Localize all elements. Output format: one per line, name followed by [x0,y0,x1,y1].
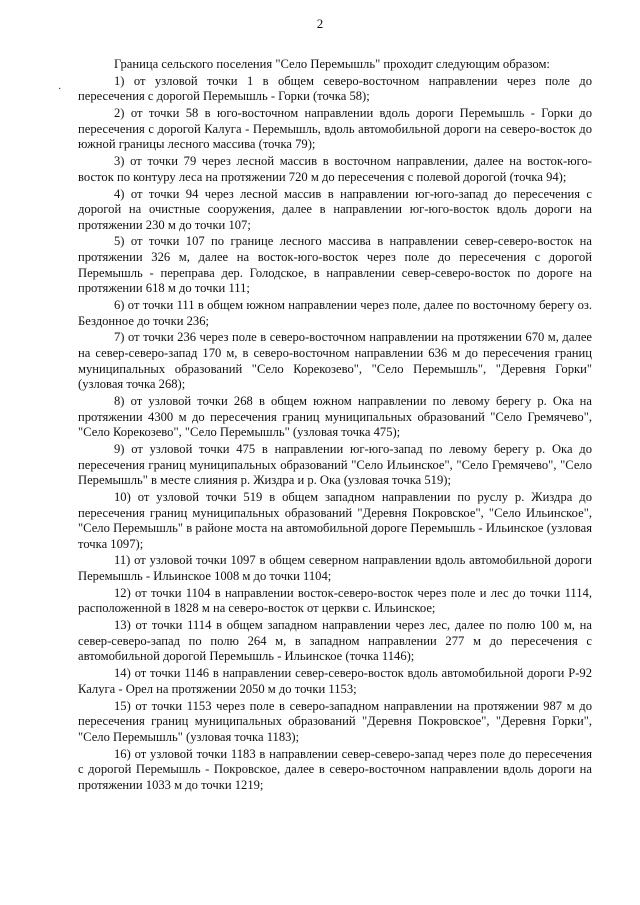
boundary-item: 2) от точки 58 в юго-восточном направлении вдоль дороги Перемышль - Горки до пересечения с дорогой Калуга - Перемышль, вдоль автомобильной дороги на северо-восток до южной границы лесного массива (точка 79); [78,106,592,152]
intro-paragraph: Граница сельского поселения "Село Перемышль" проходит следующим образом: [114,57,550,71]
boundary-item: 5) от точки 107 по границе лесного массива в направлении север-северо-восток на протяжении 326 м, далее на восток-юго-восток через поле до пересечения с дорогой Перемышль - переправа дер. Голодское, в направлении север-северо-восток по дороге на протяжении 618 м до точки 111; [78,234,592,296]
page-number: 2 [316,16,324,31]
boundary-item: 16) от узловой точки 1183 в направлении север-северо-запад через поле до пересечения с дорогой Перемышль - Покровское, далее в северо-восточном направлении вдоль дороги на протяжении 1033 м до точки 1219; [78,746,592,792]
boundary-item: 13) от точки 1114 в общем западном направлении через лес, далее по полю 100 м, на север-северо-запад по полю 264 м, в западном направлении 277 м до пересечения с автомобильной дорогой Перемышль - Ильинское (точка 1146); [78,618,592,664]
boundary-item: 12) от точки 1104 в направлении восток-северо-восток через поле и лес до точки 1114, расположенной в 1828 м на северо-восток от церкви с. Ильинское; [78,585,592,616]
boundary-item: 4) от точки 94 через лесной массив в направлении юг-юго-запад до пересечения с дорогой на очистные сооружения, далее в направлении юг-юго-восток вдоль дороги на протяжении 230 м до точки 107; [78,186,592,232]
boundary-item: 14) от точки 1146 в направлении север-северо-восток вдоль автомобильной дороги Р-92 Калуга - Орел на протяжении 2050 м до точки 1153; [78,666,592,696]
boundary-item: 1) от узловой точки 1 в общем северо-восточном направлении через поле до пересечения с дорогой Перемышль - Горки (точка 58); [78,73,592,104]
boundary-item: 11) от узловой точки 1097 в общем северном направлении вдоль автомобильной дороги Перемышль - Ильинское 1008 м до точки 1104; [78,553,592,584]
boundary-item: 15) от точки 1153 через поле в северо-западном направлении на протяжении 987 м до пересечения границ муниципальных образований "Деревня Покровское", "Деревня Горки", "Село Перемышль" (узловая точка 1183); [78,698,592,744]
boundary-item: 7) от точки 236 через поле в северо-восточном направлении на протяжении 670 м, далее на север-северо-запад 170 м, в северо-восточном направлении 636 м до пересечения границ муниципальных образований "Село Корекозево", "Село Перемышль", "Деревня Горки" (узловая точка 268); [78,330,592,392]
margin-mark: · [58,84,62,95]
boundary-item: 3) от точки 79 через лесной массив в восточном направлении, далее на восток-юго-восток по контуру леса на протяжении 720 м до пересечения с полевой дорогой (точка 94); [78,154,592,184]
document-body [78,57,592,795]
boundary-item: 6) от точки 111 в общем южном направлении через поле, далее по восточному берегу оз. Бездонное до точки 236; [78,298,592,328]
boundary-item: 8) от узловой точки 268 в общем южном направлении по левому берегу р. Ока на протяжении 4300 м до пересечения границ муниципальных образований "Село Гремячево", "Село Корекозево", "Село Перемышль" (узловая точка 475); [78,393,592,440]
boundary-item: 10) от узловой точки 519 в общем западном направлении по руслу р. Жиздра до пересечения границ муниципальных образований "Деревня Покровское", "Село Ильинское", "Село Перемышль" в районе моста на автомобильной дороге Перемышль - Ильинское (узловая точка 1097); [78,489,592,551]
boundary-item: 9) от узловой точки 475 в направлении юг-юго-запад по левому берегу р. Ока до пересечения границ муниципальных образований "Село Ильинское", "Село Гремячево", "Село Перемышль" в месте слияния р. Жиздра и р. Ока (узловая точка 519); [78,441,592,488]
